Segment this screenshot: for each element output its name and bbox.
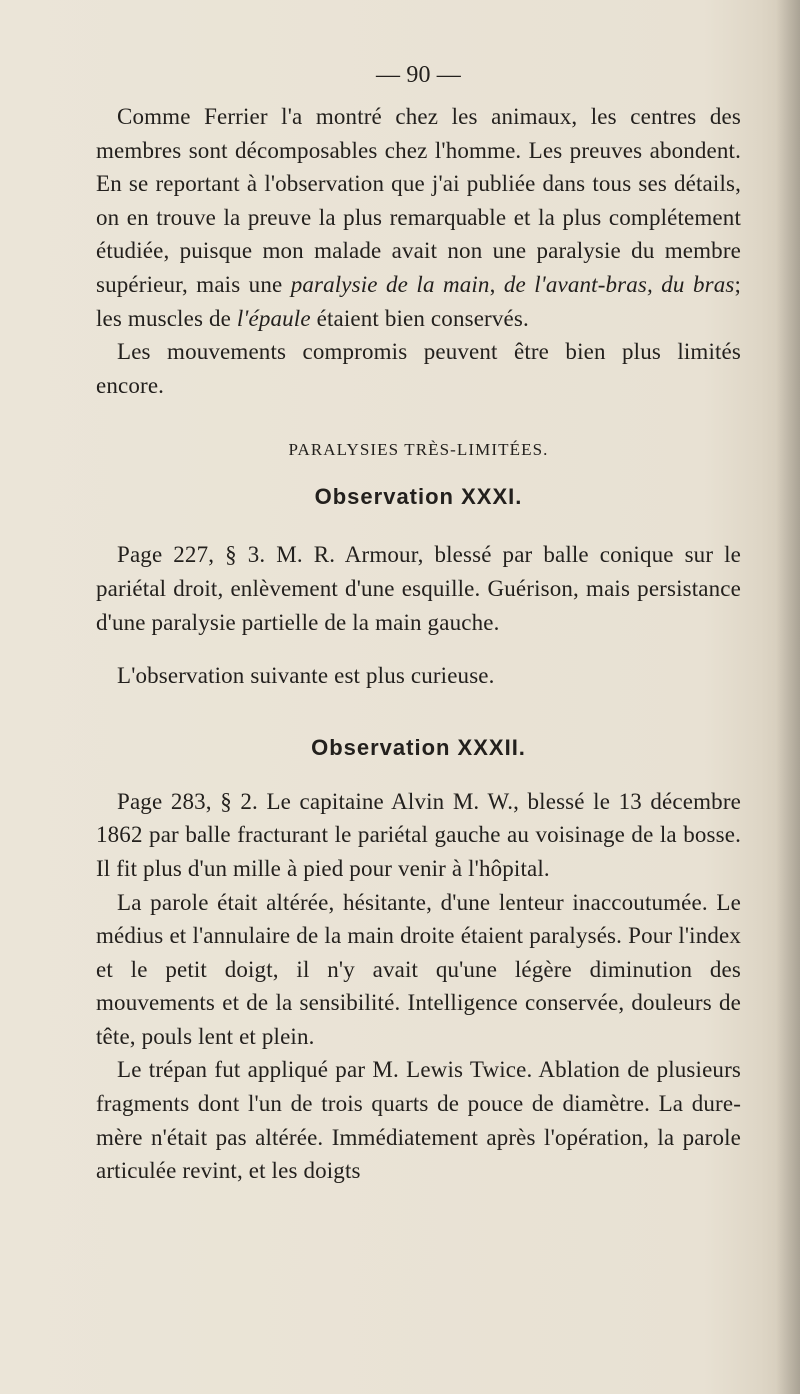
intro-separator-2: ; les muscles de — [96, 271, 741, 331]
page-number: — 90 — — [376, 62, 461, 88]
observation-32-title: Observation XXXII. — [311, 734, 526, 760]
observation-32-paragraph-1: Page 283, § 2. Le capitaine Alvin M. W., blessé le 13 décembre 1862 par balle fracturant le pariétal gauche au voisinage de la bosse. Il fit plus d'un mille à pied pour venir à l'hôpital. — [96, 788, 741, 881]
intro-paragraph-1 — [96, 100, 741, 335]
section-heading: PARALYSIES TRÈS-LIMITÉES. — [288, 440, 549, 460]
intro-paragraph-2: Les mouvements compromis peuvent être bien plus limités encore. — [96, 339, 741, 398]
italic-epaule: l'épaule — [236, 305, 311, 331]
observation-31-title: Observation XXXI. — [314, 484, 523, 510]
observation-31-paragraph: Page 227, § 3. M. R. Armour, blessé par balle conique sur le pariétal droit, enlèvement d'une esquille. Guérison, mais persistance d'une paralysie partielle de la main gauche. — [96, 542, 741, 635]
page-content — [96, 58, 741, 1188]
observation-32-paragraph-2: La parole était altérée, hésitante, d'une lenteur inaccoutumée. Le médius et l'annulaire de la main droite étaient paralysés. Pour l'index et le petit doigt, il n'y avait qu'une légère diminution des mouvements et de la sensibilité. Intelligence conservée, douleurs de tête, pouls lent et plein. — [96, 889, 741, 1049]
observation-32-paragraph-3: Le trépan fut appliqué par M. Lewis Twice. Ablation de plusieurs fragments dont l'un de trois quarts de pouce de diamètre. La dure-mère n'était pas altérée. Immédiatement après l'opération, la parole articulée revint, et les doigts — [96, 1057, 741, 1184]
transition-paragraph: L'observation suivante est plus curieuse. — [117, 663, 495, 689]
italic-paralysie-main: paralysie de la main — [290, 271, 490, 297]
intro-text-after-italic: étaient bien conservés. — [310, 305, 529, 331]
page-edge-shadow — [776, 0, 800, 1394]
italic-avant-bras-bras: de l'avant-bras, du bras — [503, 271, 735, 297]
intro-separator-1: , — [489, 271, 504, 297]
intro-text-before-italic: Comme Ferrier l'a montré chez les animaux, les centres des membres sont décomposables chez l'homme. Les preuves abondent. En se reportant à l'observation que j'ai publiée dans tous ses détails, on en trouve la preuve la plus remarquable et la plus complétement étudiée, puisque mon malade avait non une paralysie du membre supérieur, mais une — [96, 104, 741, 297]
